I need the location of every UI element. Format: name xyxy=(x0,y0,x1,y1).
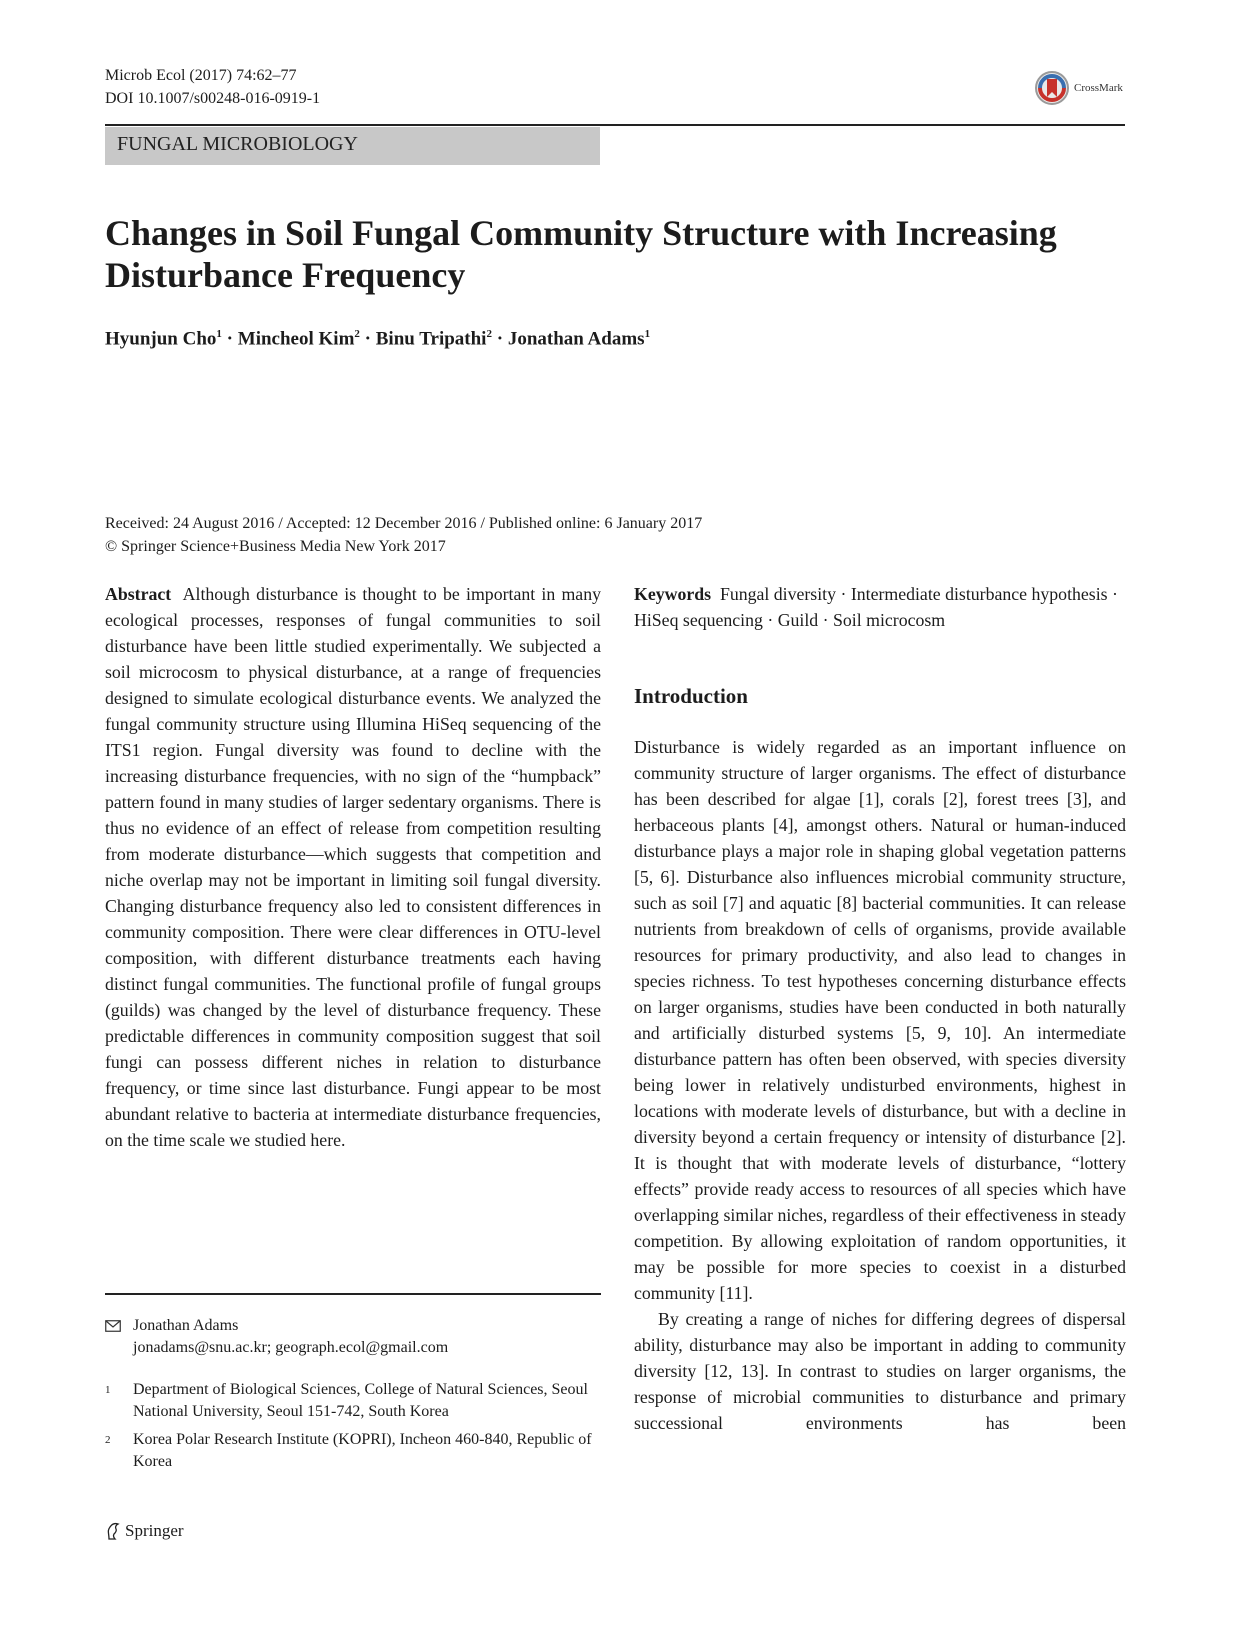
abstract-text: Although disturbance is thought to be important in many ecological processes, responses of fungal communities to soil disturbance have been little studied experimentally. We subjected a soil microcosm to physical disturbance, at a range of frequencies designed to simulate ecological disturbance events. We analyzed the fungal community structure using Illumina HiSeq sequencing of the ITS1 region. Fungal diversity was found to decline with the increasing disturbance frequencies, with no sign of the “humpback” pattern found in many studies of larger sedentary organisms. There is thus no evidence of an effect of release from competition resulting from moderate disturbance—which suggests that competition and niche overlap may not be important in limiting soil fungal diversity. Changing disturbance frequency also led to consistent differences in community composition. There were clear differences in OTU-level composition, with different disturbance treatments each having distinct fungal communities. The functional profile of fungal groups (guilds) was changed by the level of disturbance frequency. These predictable differences in community composition suggest that soil fungi can possess different niches in relation to disturbance frequency, or time since last disturbance. Fungi appear to be most abundant relative to bacteria at intermediate disturbance frequencies, on the time scale we studied here. xyxy=(105,584,601,1150)
author-name[interactable]: Hyunjun Cho xyxy=(105,328,217,350)
affiliation-number: 2 xyxy=(105,1434,111,1446)
author-affiliation-marker: 2 xyxy=(486,328,492,340)
author-affiliation-marker: 1 xyxy=(216,328,222,340)
publication-history xyxy=(105,512,702,558)
title-line-1: Changes in Soil Fungal Community Structure with Increasing xyxy=(105,213,1057,253)
contact-emails[interactable]: jonadams@snu.ac.kr; geograph.ecol@gmail.com xyxy=(133,1339,449,1356)
corresponding-author xyxy=(105,1315,601,1473)
abstract-label: Abstract xyxy=(105,584,172,604)
crossmark-icon xyxy=(1034,70,1070,106)
keywords xyxy=(634,581,1126,633)
author-separator: · xyxy=(491,328,508,350)
section-label: FUNGAL MICROBIOLOGY xyxy=(117,133,358,155)
journal-line: Microb Ecol (2017) 74:62–77 xyxy=(105,67,297,84)
author-separator: · xyxy=(359,328,376,350)
contact-name: Jonathan Adams xyxy=(133,1317,239,1334)
section-banner xyxy=(105,127,600,165)
affiliation-number: 1 xyxy=(105,1384,111,1396)
title-line-2: Disturbance Frequency xyxy=(105,255,466,295)
journal-citation xyxy=(105,64,320,110)
keywords-text: Fungal diversity · Intermediate disturbance hypothesis · HiSeq sequencing · Guild · Soil microcosm xyxy=(634,584,1118,630)
introduction-body xyxy=(634,734,1126,1436)
author-name[interactable]: Jonathan Adams xyxy=(507,328,645,350)
article-title xyxy=(105,212,1105,296)
dates-line: Received: 24 August 2016 / Accepted: 12 December 2016 / Published online: 6 January 2017 xyxy=(105,515,703,532)
introduction-paragraph: By creating a range of niches for differing degrees of dispersal ability, disturbance may also be important in adding to community diversity [12, 13]. In contrast to studies on larger organisms, the response of microbial communities to disturbance and primary successional environments has been xyxy=(634,1309,1126,1433)
author-affiliation-marker: 2 xyxy=(354,328,360,340)
envelope-icon xyxy=(105,1320,121,1332)
publisher-name: Springer xyxy=(125,1521,184,1540)
copyright-line: © Springer Science+Business Media New York 2017 xyxy=(105,538,446,555)
author-separator: · xyxy=(221,328,238,350)
author-list xyxy=(105,328,650,350)
affiliation-1: Department of Biological Sciences, College of Natural Sciences, Seoul National University, Seoul 151-742, South Korea xyxy=(133,1381,588,1420)
author-name[interactable]: Mincheol Kim xyxy=(237,328,355,350)
springer-horse-icon xyxy=(105,1521,121,1541)
header-rule xyxy=(105,124,1125,126)
author-affiliation-marker: 1 xyxy=(644,328,651,340)
keywords-label: Keywords xyxy=(634,584,712,604)
crossmark-label: CrossMark xyxy=(1074,82,1123,94)
introduction-heading: Introduction xyxy=(634,684,748,708)
introduction-paragraph: Disturbance is widely regarded as an important influence on community structure of larger organisms. The effect of disturbance has been described for algae [1], corals [2], forest trees [3], and herbaceous plants [4], amongst others. Natural or human-induced disturbance plays a major role in shaping global vegetation patterns [5, 6]. Disturbance also influences microbial community structure, such as soil [7] and aquatic [8] bacterial communities. It can release nutrients from breakdown of cells of organisms, provide available resources for primary productivity, and also lead to changes in species richness. To test hypotheses concerning disturbance effects on larger organisms, studies have been conducted in both naturally and artificially disturbed systems [5, 9, 10]. An intermediate disturbance pattern has often been observed, with species diversity being lower in relatively undisturbed environments, highest in locations with moderate levels of disturbance, but with a decline in diversity beyond a certain frequency or intensity of disturbance [2]. It is thought that with moderate levels of disturbance, “lottery effects” provide ready access to resources of all species which have overlapping similar niches, regardless of their effectiveness in steady competition. By allowing exploitation of random opportunities, it may be possible for more species to coexist in a disturbed community [11]. xyxy=(634,737,1126,1303)
crossmark-badge[interactable] xyxy=(1034,70,1144,106)
publisher-logo xyxy=(105,1521,184,1541)
author-name[interactable]: Binu Tripathi xyxy=(375,328,487,350)
doi-line: DOI 10.1007/s00248-016-0919-1 xyxy=(105,90,321,107)
footnote-rule xyxy=(105,1293,601,1295)
abstract xyxy=(105,581,601,1153)
affiliation-2: Korea Polar Research Institute (KOPRI), Incheon 460-840, Republic of Korea xyxy=(133,1431,592,1470)
